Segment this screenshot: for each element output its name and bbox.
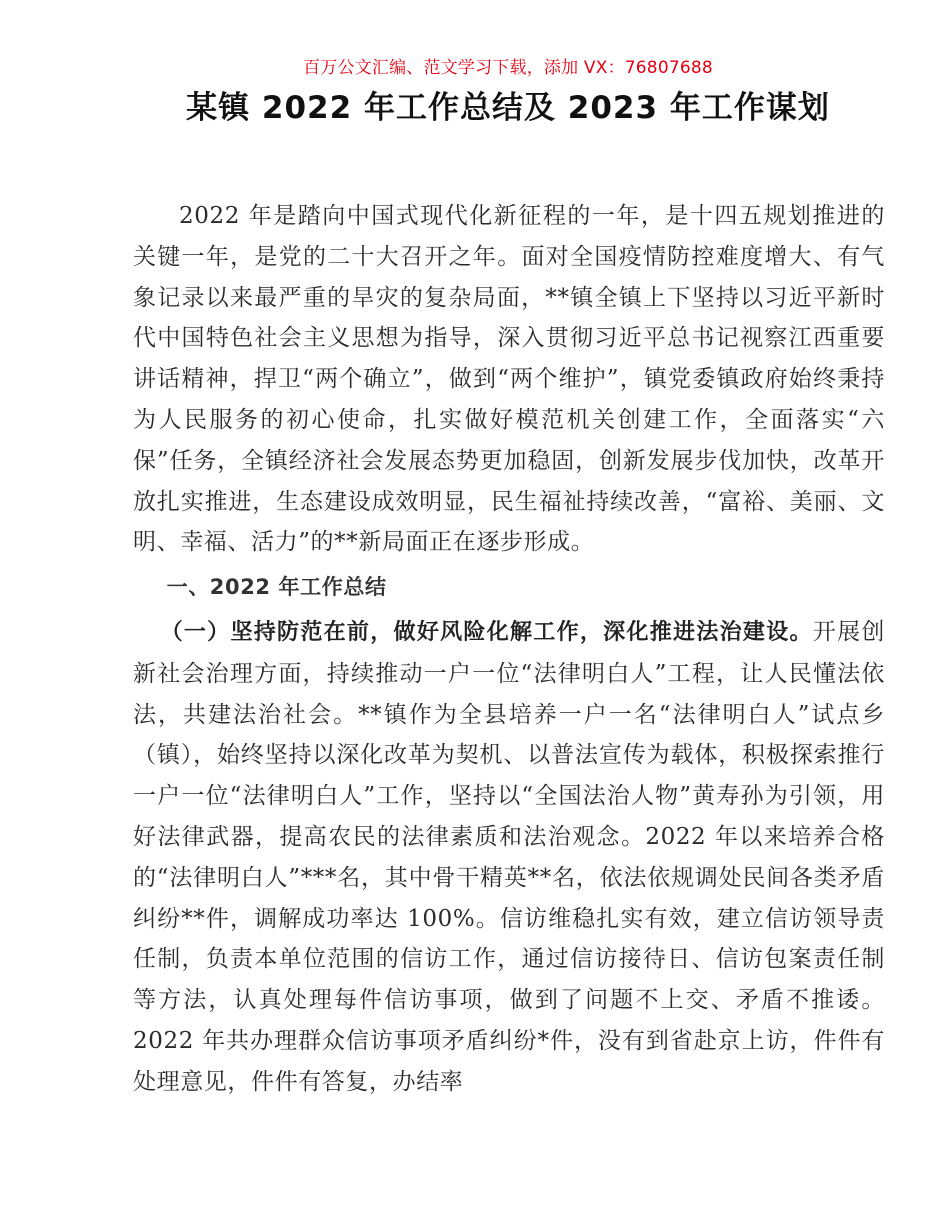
subsection-paragraph bbox=[133, 612, 885, 1103]
document-title: 某镇 2022 年工作总结及 2023 年工作谋划 bbox=[186, 90, 830, 126]
section-heading-summary: 一、2022 年工作总结 bbox=[166, 575, 387, 600]
document-body bbox=[133, 196, 885, 1103]
intro-paragraph: 2022 年是踏向中国式现代化新征程的一年，是十四五规划推进的关键一年，是党的二十大召开之年。面对全国疫情防控难度增大、有气象记录以来最严重的旱灾的复杂局面，**镇全镇上下坚持以习近平新时代中国特色社会主义思想为指导，深入贯彻习近平总书记视察江西重要讲话精神，捍卫“两个确立”，做到“两个维护”，镇党委镇政府始终秉持为人民服务的初心使命，扎实做好模范机关创建工作，全面落实“六保”任务，全镇经济社会发展态势更加稳固，创新发展步伐加快，改革开放扎实推进，生态建设成效明显，民生福祉持续改善，“富裕、美丽、文明、幸福、活力”的**新局面正在逐步形成。 bbox=[133, 203, 885, 556]
subsection-heading: （一）坚持防范在前，做好风险化解工作，深化推进法治建设。 bbox=[160, 619, 813, 645]
promo-banner: 百万公文汇编、范文学习下载，添加 VX：76807688 bbox=[303, 58, 713, 78]
subsection-body: 开展创新社会治理方面，持续推动一户一位“法律明白人”工程，让人民懂法依法，共建法治社会。**镇作为全县培养一户一名“法律明白人”试点乡（镇），始终坚持以深化改革为契机、以普法宣传为载体，积极探索推行一户一位“法律明白人”工作，坚持以“全国法治人物”黄寿孙为引领，用好法律武器，提高农民的法律素质和法治观念。2022 年以来培养合格的“法律明白人”***名，其中骨干精英**名，依法依规调处民间各类矛盾纠纷**件，调解成功率达 100%。信访维稳扎实有效，建立信访领导责任制，负责本单位范围的信访工作，通过信访接待日、信访包案责任制等方法，认真处理每件信访事项，做到了问题不上交、矛盾不推诿。2022 年共办理群众信访事项矛盾纠纷*件，没有到省赴京上访，件件有处理意见，件件有答复，办结率 bbox=[133, 618, 885, 1095]
